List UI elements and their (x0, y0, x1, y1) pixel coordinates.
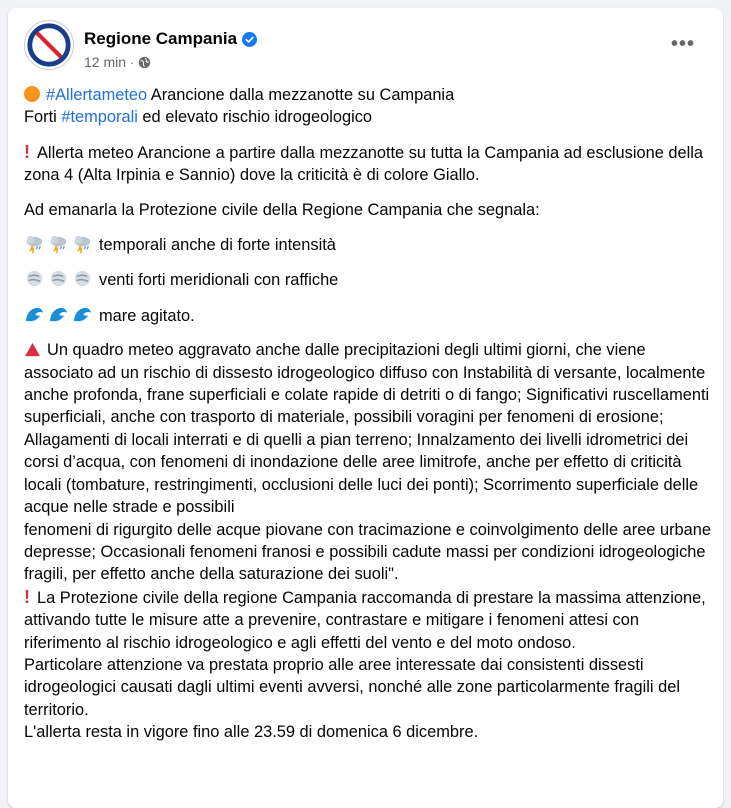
orange-circle-icon (24, 86, 40, 102)
globe-icon[interactable] (138, 56, 151, 69)
alert-text: Allerta meteo Arancione a partire dalla mezzanotte su tutta la Campania ad esclusione della zona 4 (Alta Irpinia e Sannio) dove la criticità è di colore Giallo. (24, 143, 704, 185)
list-item-winds (24, 268, 714, 291)
wave-icon (72, 304, 93, 325)
wind-icon (72, 268, 93, 289)
hashtag-temporali[interactable]: #temporali (61, 108, 138, 127)
more-options-icon[interactable]: ••• (670, 32, 695, 55)
headline-text-2-pre: Forti (24, 108, 62, 127)
hashtag-allertameteo[interactable]: #Allertameteo (46, 86, 148, 104)
cloud-storm-icon (24, 233, 45, 254)
regione-campania-logo-icon[interactable] (24, 20, 74, 70)
wave-icon (48, 304, 69, 325)
cloud-storm-icon (48, 233, 69, 254)
list-item-storms (24, 233, 714, 256)
meta-separator: · (130, 54, 135, 70)
vigore-text: L'allerta resta in vigore fino alle 23.59 di domenica 6 dicembre. (24, 723, 479, 742)
post-card (8, 8, 723, 808)
post-headline (24, 84, 714, 129)
alert-paragraph (24, 141, 714, 187)
wave-icon (24, 304, 45, 325)
storm-icons (24, 233, 93, 254)
page-name-link[interactable] (84, 29, 257, 49)
sea-text: mare agitato. (99, 306, 195, 325)
list-item-sea (24, 304, 714, 327)
wind-icon (24, 268, 45, 289)
post-body (24, 84, 714, 744)
storms-text: temporali anche di forte intensità (99, 236, 336, 255)
exclamation-icon: ! (24, 586, 30, 607)
wind-icon (48, 268, 69, 289)
post-header (24, 20, 707, 70)
quadro-paragraph (24, 339, 714, 743)
headline-text-2-rest: ed elevato rischio idrogeologico (137, 108, 373, 127)
particolare-text: Particolare attenzione va prestata proprio alle aree interessate dai consistenti dissesti idrogeologici causati dagli ultimi eventi avversi, nonché alle zone particolarmente fragili del territorio. (24, 655, 680, 719)
red-triangle-icon (24, 342, 41, 357)
verified-badge-icon (242, 32, 257, 47)
post-timestamp[interactable]: 12 min (84, 54, 127, 70)
raccomanda-text: La Protezione civile della regione Campania raccomanda di prestare la massima attenzione, attivando tutte le misure atte a prevenire, contrastare e mitigare i fenomeni attesi con riferimento al rischio idrogeologico e agli effetti del vento e del moto ondoso. (24, 588, 706, 652)
page-name[interactable]: Regione Campania (84, 29, 238, 48)
exclamation-icon: ! (24, 141, 30, 162)
winds-text: venti forti meridionali con raffiche (99, 271, 339, 290)
post-meta (84, 54, 151, 70)
wave-icons (24, 304, 93, 325)
quadro-text-1: Un quadro meteo aggravato anche dalle precipitazioni degli ultimi giorni, che viene associato ad un rischio di dissesto idrogeologico diffuso con Instabilità di versante, localmente anche profonda, frane superficiali e colate rapide di detriti o di fango; Significativi ruscellamenti superficiali, anche con trasporto di materiale, possibili voragini per fenomeni di erosione; Allagamenti di locali interrati e di quelli a pian terreno; Innalzamento dei livelli idrometrici dei corsi d’acqua, con fenomeni di inondazione delle aree limitrofe, anche per effetto di criticità locali (tombature, restringimenti, occlusioni delle luci dei ponti); Scorrimento superficiale delle acque nelle strade e possibili (24, 341, 710, 517)
cloud-storm-icon (72, 233, 93, 254)
headline-text-1: Arancione dalla mezzanotte su Campania (147, 86, 455, 104)
intro-paragraph: Ad emanarla la Protezione civile della Regione Campania che segnala: (24, 200, 540, 219)
wind-icons (24, 268, 93, 289)
quadro-text-2: fenomeni di rigurgito delle acque piovane con tracimazione e coinvolgimento delle aree urbane depresse; Occasionali fenomeni franosi e possibili cadute massi per condizioni idrogeologiche fragili, per effetto anche della saturazione dei suoli". (24, 520, 712, 584)
